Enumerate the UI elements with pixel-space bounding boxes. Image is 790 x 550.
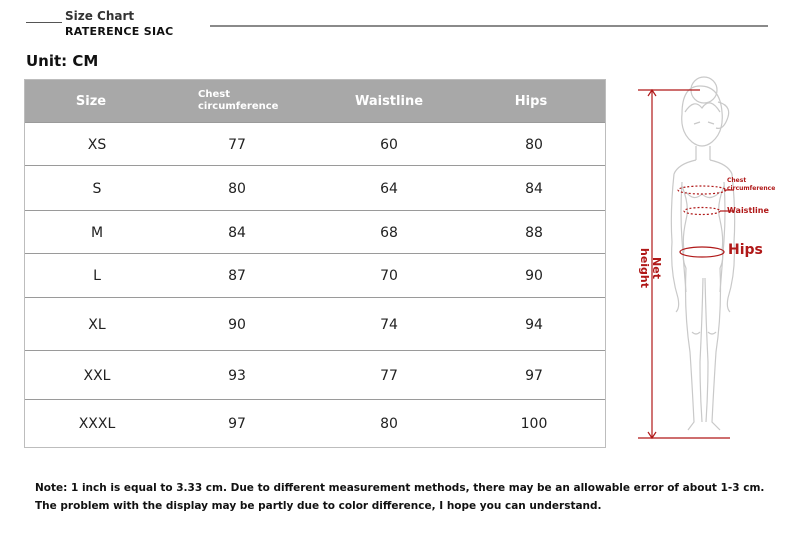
header-rule-left xyxy=(26,22,62,23)
cell-hips: 97 xyxy=(525,367,543,384)
header-rule-right xyxy=(210,25,768,27)
height-label: Net height xyxy=(638,247,663,289)
table-row xyxy=(25,297,605,351)
table-row xyxy=(25,165,605,211)
cell-chest: 80 xyxy=(228,180,246,197)
note-line-2: The problem with the display may be partly due to color difference, I hope you can understand. xyxy=(35,500,602,512)
hips-label: Hips xyxy=(728,242,763,258)
column-header-waistline: Waistline xyxy=(354,93,424,109)
table-row xyxy=(25,350,605,400)
cell-chest: 90 xyxy=(228,316,246,333)
cell-size: XL xyxy=(88,316,106,333)
unit-label: Unit: CM xyxy=(26,52,99,70)
waistline-label: Waistline xyxy=(727,206,769,215)
cell-chest: 77 xyxy=(228,136,246,153)
column-header-chest xyxy=(198,80,308,122)
cell-waistline: 77 xyxy=(380,367,398,384)
table-header xyxy=(25,80,605,122)
cell-hips: 88 xyxy=(525,224,543,241)
cell-size: XXL xyxy=(83,367,111,384)
cell-hips: 84 xyxy=(525,180,543,197)
waist-ring xyxy=(684,208,720,215)
table-row xyxy=(25,399,605,448)
cell-waistline: 70 xyxy=(380,268,398,284)
size-table xyxy=(24,79,606,448)
cell-hips: 100 xyxy=(520,416,548,432)
note-line-1: Note: 1 inch is equal to 3.33 cm. Due to different measurement methods, there may be an allowable error of about 1-3 cm. xyxy=(35,482,765,494)
cell-waistline: 64 xyxy=(380,180,398,197)
cell-hips: 94 xyxy=(525,316,543,333)
cell-chest: 93 xyxy=(228,367,246,384)
cell-hips: 90 xyxy=(525,268,543,284)
table-row xyxy=(25,122,605,166)
cell-waistline: 80 xyxy=(380,416,398,432)
chest-label: Chest circumference xyxy=(727,177,776,192)
cell-waistline: 68 xyxy=(380,224,398,241)
cell-size: L xyxy=(93,268,101,284)
cell-size: M xyxy=(90,224,104,241)
cell-chest: 87 xyxy=(228,268,246,284)
cell-size: XXXL xyxy=(78,416,116,432)
table-row xyxy=(25,210,605,254)
column-header-chest-label: Chest circumference xyxy=(198,89,279,112)
cell-size: XS xyxy=(87,136,107,153)
table-row xyxy=(25,253,605,298)
column-header-hips: Hips xyxy=(514,93,548,109)
cell-chest: 97 xyxy=(228,416,246,432)
header-subtitle: RATERENCE SIAC xyxy=(65,25,174,38)
cell-waistline: 60 xyxy=(380,136,398,153)
header-title: Size Chart xyxy=(65,9,135,23)
cell-hips: 80 xyxy=(525,136,543,153)
cell-waistline: 74 xyxy=(380,316,398,333)
hips-ring xyxy=(680,247,724,257)
cell-chest: 84 xyxy=(228,224,246,241)
column-header-size: Size xyxy=(75,93,107,109)
cell-size: S xyxy=(92,180,102,197)
